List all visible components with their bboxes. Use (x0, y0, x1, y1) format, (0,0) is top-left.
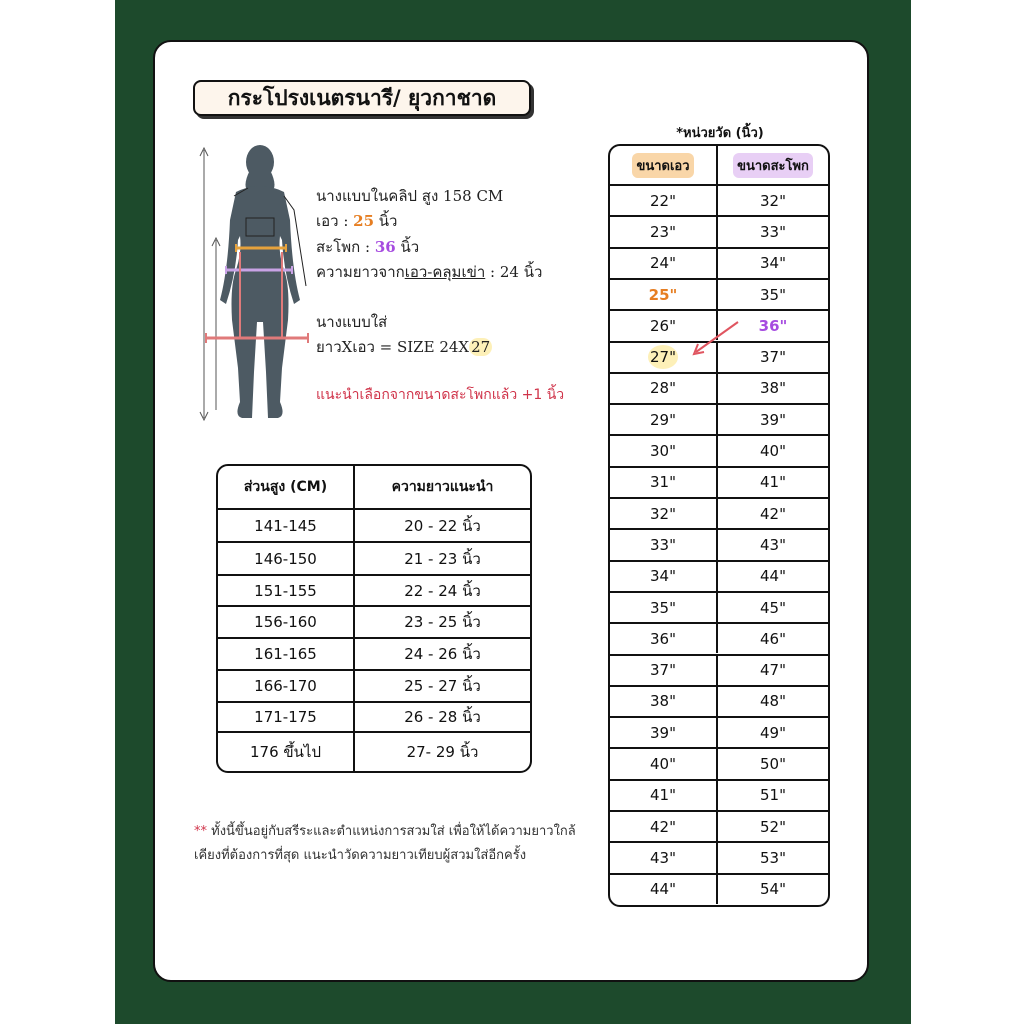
table-row (610, 247, 828, 278)
hip-cell (718, 499, 828, 528)
waist-cell (610, 280, 718, 309)
waist-cell (610, 374, 718, 403)
length-prefix: ความยาวจาก (316, 263, 405, 281)
waist-cell (610, 530, 718, 559)
table-row (610, 278, 828, 309)
waist-cell (610, 656, 718, 685)
length-cell: 27- 29 นิ้ว (406, 743, 479, 761)
waist-cell (610, 812, 718, 841)
hip-value: 51" (760, 786, 786, 805)
arrow-icon (690, 318, 742, 358)
waist-value: 38" (650, 692, 676, 711)
waist-cell (610, 624, 718, 653)
column-header-height: ส่วนสูง (CM) (218, 466, 355, 508)
hip-cell (718, 374, 828, 403)
hip-value: 33" (760, 222, 786, 241)
length-cell: 25 - 27 นิ้ว (404, 677, 481, 695)
model-waist-text (316, 209, 397, 233)
hip-value: 36" (758, 316, 788, 335)
waist-value: 22" (650, 191, 676, 210)
table-row (610, 654, 828, 685)
length-value: : 24 นิ้ว (485, 263, 543, 281)
height-cell: 161-165 (218, 639, 355, 669)
waist-header-badge: ขนาดเอว (632, 153, 693, 178)
waist-cell (610, 562, 718, 591)
footnote (194, 820, 594, 868)
waist-cell (610, 843, 718, 872)
waist-value: 36" (650, 629, 676, 648)
hip-cell (718, 217, 828, 246)
waist-value: 40" (650, 755, 676, 774)
hip-cell (718, 812, 828, 841)
length-cell: 22 - 24 นิ้ว (404, 581, 481, 600)
column-header-length: ความยาวแนะนำ (391, 479, 494, 495)
height-cell: 146-150 (218, 543, 355, 574)
waist-value: 26" (650, 316, 676, 335)
waist-cell (610, 186, 718, 215)
waist-value: 24" (650, 254, 676, 273)
waist-value: 37" (650, 661, 676, 680)
waist-cell (610, 875, 718, 904)
hip-value: 53" (760, 848, 786, 867)
hip-value: 36 (374, 238, 396, 256)
hip-cell (718, 624, 828, 653)
waist-cell (610, 593, 718, 622)
table-row (610, 434, 828, 465)
length-cell: 21 - 23 นิ้ว (404, 549, 481, 568)
hip-cell (718, 405, 828, 434)
table-row (218, 637, 530, 669)
waist-hip-size-table (608, 144, 830, 907)
waist-cell (610, 217, 718, 246)
table-row (610, 591, 828, 622)
model-size-text (316, 335, 492, 359)
height-cell: 176 ขึ้นไป (218, 733, 355, 771)
waist-cell (610, 436, 718, 465)
waist-value: 30" (650, 442, 676, 461)
table-row (610, 466, 828, 497)
hip-cell (718, 718, 828, 747)
hip-cell (718, 656, 828, 685)
model-wear-label: นางแบบใส่ (316, 313, 388, 331)
waist-value: 28" (650, 379, 676, 398)
table-row (610, 497, 828, 528)
hip-header-badge: ขนาดสะโพก (733, 153, 813, 178)
hip-value: 40" (760, 442, 786, 461)
hip-value: 48" (760, 692, 786, 711)
product-title: กระโปรงเนตรนารี/ ยุวกาชาด (193, 80, 531, 116)
hip-value: 45" (760, 598, 786, 617)
unit-label: *หน่วยวัด (นิ้ว) (676, 126, 764, 141)
table-row (610, 685, 828, 716)
waist-cell (610, 718, 718, 747)
waist-unit: นิ้ว (374, 212, 398, 230)
waist-value: 39" (650, 723, 676, 742)
waist-value: 35" (650, 598, 676, 617)
waist-value: 33" (650, 535, 676, 554)
hip-cell (718, 468, 828, 497)
model-height-text: นางแบบในคลิป สูง 158 CM (316, 187, 504, 205)
table-row (610, 716, 828, 747)
model-figure-icon (196, 140, 314, 430)
model-hip-text (316, 235, 419, 259)
table-row (610, 873, 828, 904)
table-row (610, 779, 828, 810)
table-row (610, 622, 828, 653)
waist-value: 23" (650, 222, 676, 241)
table-row (218, 605, 530, 637)
hip-value: 43" (760, 535, 786, 554)
table-row (218, 731, 530, 771)
hip-value: 41" (760, 473, 786, 492)
waist-cell (610, 249, 718, 278)
waist-label: เอว : (316, 212, 354, 230)
length-cell: 23 - 25 นิ้ว (404, 613, 481, 631)
waist-cell (610, 468, 718, 497)
table-row (610, 841, 828, 872)
hip-value: 50" (760, 755, 786, 774)
table-row (218, 508, 530, 541)
waist-cell (610, 749, 718, 778)
waist-cell (610, 781, 718, 810)
table-row (218, 701, 530, 731)
height-cell: 156-160 (218, 607, 355, 637)
length-range: เอว-คลุมเข่า (404, 263, 486, 281)
hip-cell (718, 749, 828, 778)
hip-cell (718, 875, 828, 904)
waist-value: 44" (650, 880, 676, 899)
hip-value: 42" (760, 504, 786, 523)
waist-value: 42" (650, 817, 676, 836)
hip-cell (718, 280, 828, 309)
height-cell: 151-155 (218, 576, 355, 605)
hip-cell (718, 687, 828, 716)
table-row (218, 541, 530, 574)
waist-value: 31" (650, 473, 676, 492)
hip-cell (718, 249, 828, 278)
model-length-text (316, 260, 542, 284)
column-header-hip (718, 146, 828, 184)
height-cell: 141-145 (218, 510, 355, 541)
table-row (610, 528, 828, 559)
hip-value: 47" (760, 661, 786, 680)
hip-value: 38" (760, 379, 786, 398)
hip-cell (718, 186, 828, 215)
hip-cell (718, 593, 828, 622)
length-cell: 24 - 26 นิ้ว (404, 645, 481, 663)
height-length-table (216, 464, 532, 773)
waist-value: 41" (650, 786, 676, 805)
waist-value: 27" (648, 345, 678, 369)
hip-value: 32" (760, 191, 786, 210)
length-cell: 20 - 22 นิ้ว (404, 516, 481, 535)
length-cell: 26 - 28 นิ้ว (404, 708, 481, 726)
height-cell: 166-170 (218, 671, 355, 701)
table-row (610, 747, 828, 778)
table-row (610, 560, 828, 591)
height-cell: 171-175 (218, 703, 355, 731)
waist-cell (610, 405, 718, 434)
size-highlight: 27 (471, 338, 491, 356)
hip-value: 37" (760, 348, 786, 367)
table-row (610, 403, 828, 434)
waist-value: 29" (650, 410, 676, 429)
hip-value: 54" (760, 880, 786, 899)
table-header-row (218, 466, 530, 508)
waist-value: 43" (650, 848, 676, 867)
hip-cell (718, 781, 828, 810)
hip-value: 49" (760, 723, 786, 742)
table-row (610, 372, 828, 403)
table-row (610, 215, 828, 246)
footnote-stars: ** (194, 824, 207, 839)
hip-cell (718, 562, 828, 591)
hip-cell (718, 843, 828, 872)
hip-value: 39" (760, 410, 786, 429)
waist-value: 25 (353, 212, 375, 230)
hip-value: 52" (760, 817, 786, 836)
waist-value: 32" (650, 504, 676, 523)
waist-value: 34" (650, 567, 676, 586)
size-prefix: ยาวXเอว = SIZE 24X (316, 338, 470, 356)
table-row (610, 184, 828, 215)
hip-value: 35" (760, 285, 786, 304)
table-header-row (610, 146, 828, 184)
hip-label: สะโพก : (316, 238, 375, 256)
column-header-waist (610, 146, 718, 184)
waist-cell (610, 499, 718, 528)
hip-cell (718, 530, 828, 559)
waist-cell (610, 687, 718, 716)
hip-value: 46" (760, 629, 786, 648)
hip-cell (718, 436, 828, 465)
waist-value: 25" (648, 285, 678, 304)
hip-value: 44" (760, 567, 786, 586)
recommend-note: แนะนำเลือกจากขนาดสะโพกแล้ว +1 นิ้ว (316, 387, 565, 403)
footnote-text: ทั้งนี้ขึ้นอยู่กับสรีระและตำแหน่งการสวมใส่ เพื่อให้ได้ความยาวใกล้เคียงที่ต้องการที่สุด แนะนำวัดความยาวเทียบผู้สวมใส่อีกครั้ง (194, 824, 576, 863)
table-row (610, 810, 828, 841)
hip-unit: นิ้ว (395, 238, 420, 256)
hip-value: 34" (760, 254, 786, 273)
table-row (218, 669, 530, 701)
table-row (218, 574, 530, 605)
